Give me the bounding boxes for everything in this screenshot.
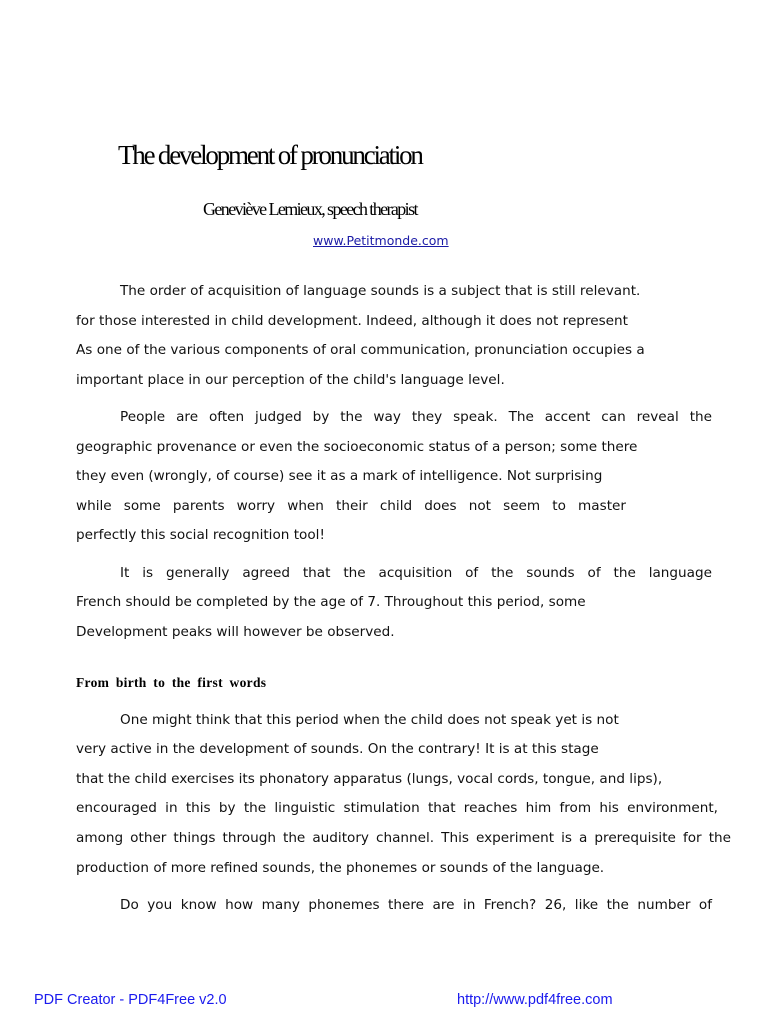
paragraph-line: Development peaks will however be observed. <box>76 624 395 640</box>
paragraph-line: geographic provenance or even the socioeconomic status of a person; some there <box>76 439 638 455</box>
paragraph-line: French should be completed by the age of 7. Throughout this period, some <box>76 594 586 610</box>
paragraph-line: for those interested in child development. Indeed, although it does not represent <box>76 313 628 329</box>
paragraph-line: production of more refined sounds, the phonemes or sounds of the language. <box>76 860 605 876</box>
paragraph-line: very active in the development of sounds. On the contrary! It is at this stage <box>76 741 599 757</box>
paragraph-line: The order of acquisition of language sounds is a subject that is still relevant. <box>120 283 641 299</box>
paragraph-line: perfectly this social recognition tool! <box>76 527 325 543</box>
paragraph-line: important place in our perception of the child's language level. <box>76 372 505 388</box>
paragraph-line: One might think that this period when the child does not speak yet is not <box>120 712 619 728</box>
site-link[interactable]: www.Petitmonde.com <box>313 233 449 248</box>
paragraph-line: People are often judged by the way they speak. The accent can reveal the <box>120 409 712 425</box>
paragraph-line: Do you know how many phonemes there are in French? 26, like the number of <box>120 897 712 913</box>
document-author: Geneviève Lemieux, speech therapist <box>203 199 417 219</box>
paragraph-line: that the child exercises its phonatory apparatus (lungs, vocal cords, tongue, and lips), <box>76 771 663 787</box>
paragraph-line: while some parents worry when their child does not seem to master <box>76 498 626 514</box>
document-title: The development of pronunciation <box>118 140 422 170</box>
paragraph-line: among other things through the auditory channel. This experiment is a prerequisite for the <box>76 830 731 846</box>
pdf-creator-link[interactable]: PDF Creator - PDF4Free v2.0 <box>34 992 227 1008</box>
paragraph-line: As one of the various components of oral communication, pronunciation occupies a <box>76 342 645 358</box>
pdf4free-url-link[interactable]: http://www.pdf4free.com <box>457 992 613 1008</box>
paragraph-line: they even (wrongly, of course) see it as a mark of intelligence. Not surprising <box>76 468 603 484</box>
paragraph-line: encouraged in this by the linguistic stimulation that reaches him from his environment, <box>76 800 718 816</box>
section-heading: From birth to the first words <box>76 675 267 690</box>
paragraph-line: It is generally agreed that the acquisition of the sounds of the language <box>120 565 712 581</box>
